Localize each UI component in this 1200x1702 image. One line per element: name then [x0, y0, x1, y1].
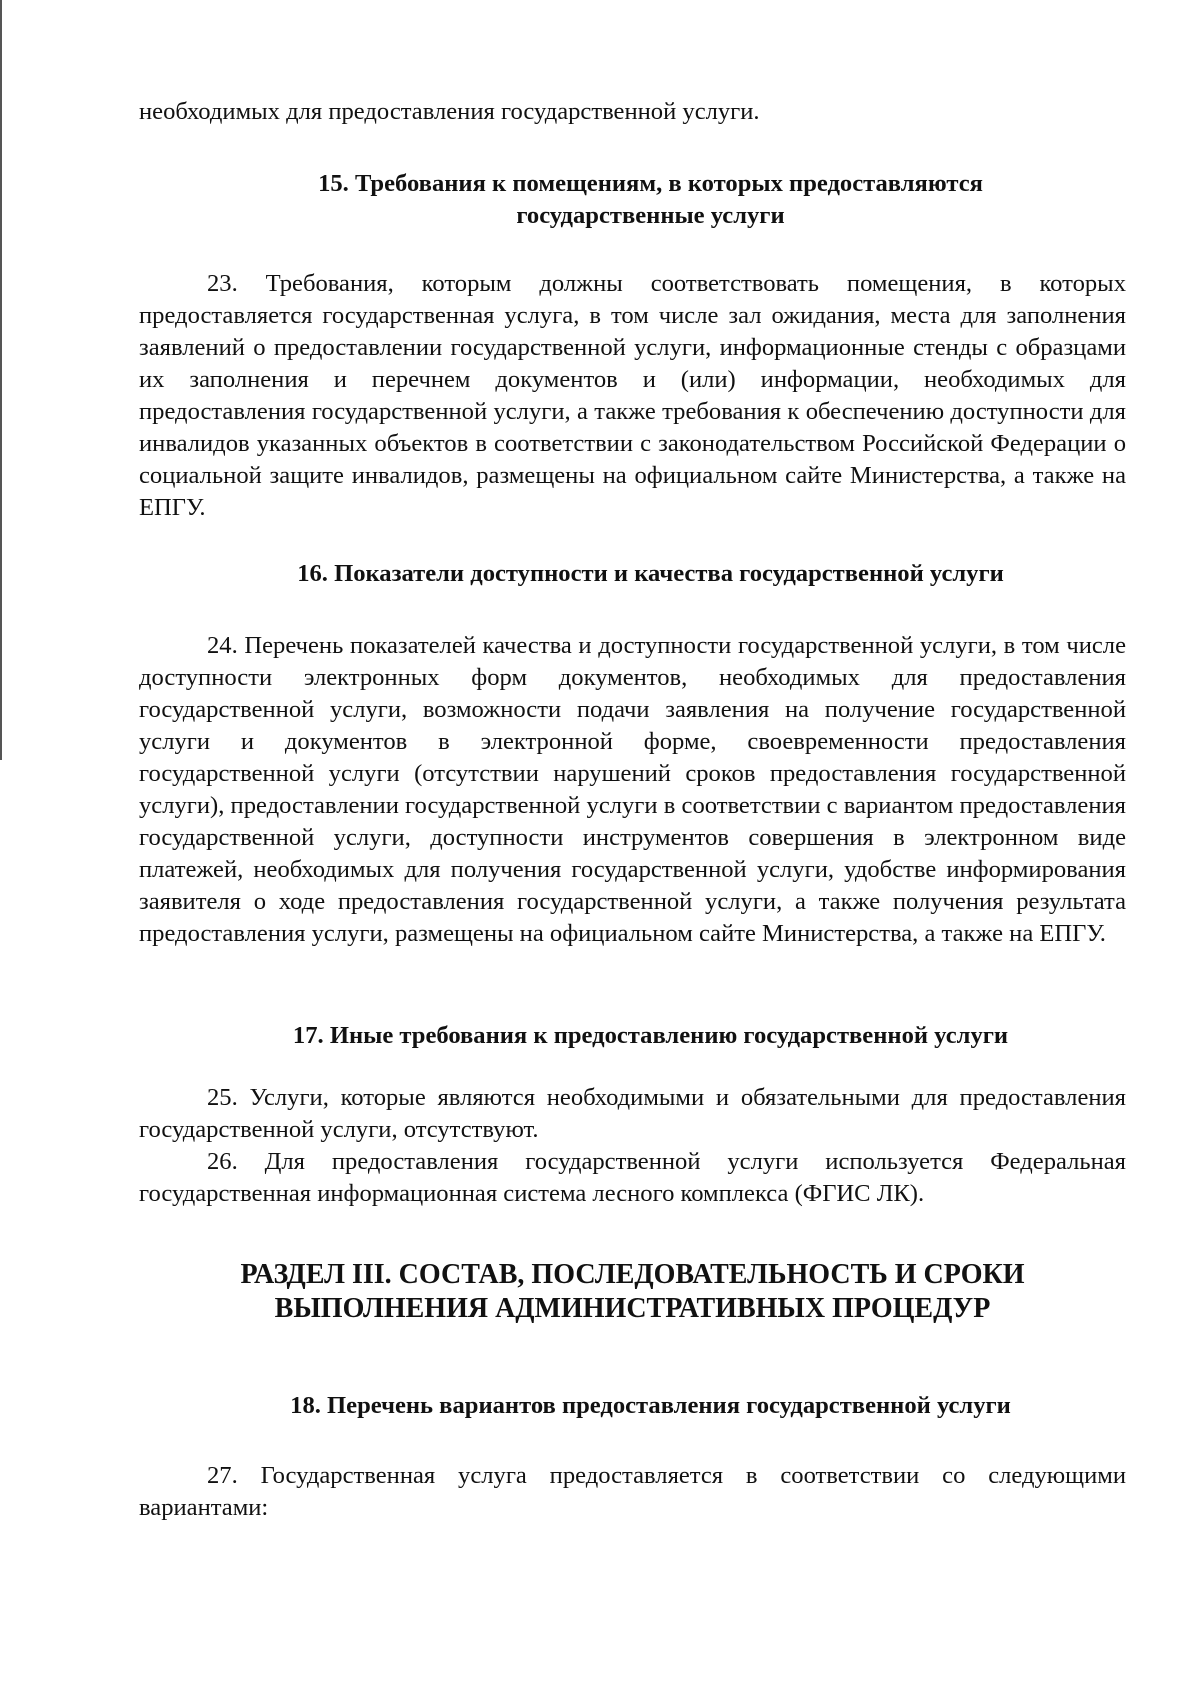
paragraph-27: 27. Государственная услуга предоставляется в соответствии со следующими вариантами: [139, 1462, 1126, 1521]
heading-18: 18. Перечень вариантов предоставления государственной услуги [290, 1392, 1011, 1419]
heading-15-line-2: государственные услуги [516, 202, 785, 229]
paragraph-24: 24. Перечень показателей качества и доступности государственной услуги, в том числе доступности электронных форм документов, необходимых для предоставления государственной услуги, возможности подачи заявления на получение государственной услуги и документов в электронной форме, своевременности предоставления государственной услуги (отсутствии нарушений сроков предоставления государственной услуги), предоставлении государственной услуги в соответствии с вариантом предоставления государственной услуги, доступности инструментов совершения в электронном виде платежей, необходимых для получения государственной услуги, удобстве информирования заявителя о ходе предоставления государственной услуги, а также получения результата предоставления услуги, размещены на официальном сайте Министерства, а также на ЕПГУ. [139, 632, 1126, 947]
paragraph-26: 26. Для предоставления государственной услуги используется Федеральная государственная информационная система лесного комплекса (ФГИС ЛК). [139, 1148, 1126, 1207]
heading-17: 17. Иные требования к предоставлению государственной услуги [292, 1022, 1009, 1049]
heading-15 [139, 168, 1126, 232]
heading-16: 16. Показатели доступности и качества государственной услуги [297, 560, 1004, 587]
section-3-heading [139, 1258, 1126, 1326]
document-page [139, 96, 1126, 1524]
paragraph-25: 25. Услуги, которые являются необходимыми и обязательными для предоставления государственной услуги, отсутствуют. [139, 1084, 1126, 1143]
paragraph-intro-tail: необходимых для предоставления государственной услуги. [139, 98, 760, 125]
heading-15-line-1: 15. Требования к помещениям, в которых предоставляются [318, 170, 983, 197]
section-3-heading-line-1: РАЗДЕЛ III. СОСТАВ, ПОСЛЕДОВАТЕЛЬНОСТЬ И СРОКИ [240, 1259, 1025, 1290]
section-3-heading-line-2: ВЫПОЛНЕНИЯ АДМИНИСТРАТИВНЫХ ПРОЦЕДУР [274, 1293, 991, 1324]
scan-edge-line [0, 0, 2, 760]
paragraph-23: 23. Требования, которым должны соответствовать помещения, в которых предоставляется государственная услуга, в том числе зал ожидания, места для заполнения заявлений о предоставлении государственной услуги, информационные стенды с образцами их заполнения и перечнем документов и (или) информации, необходимых для предоставления государственной услуги, а также требования к обеспечению доступности для инвалидов указанных объектов в соответствии с законодательством Российской Федерации о социальной защите инвалидов, размещены на официальном сайте Министерства, а также на ЕПГУ. [139, 270, 1126, 521]
